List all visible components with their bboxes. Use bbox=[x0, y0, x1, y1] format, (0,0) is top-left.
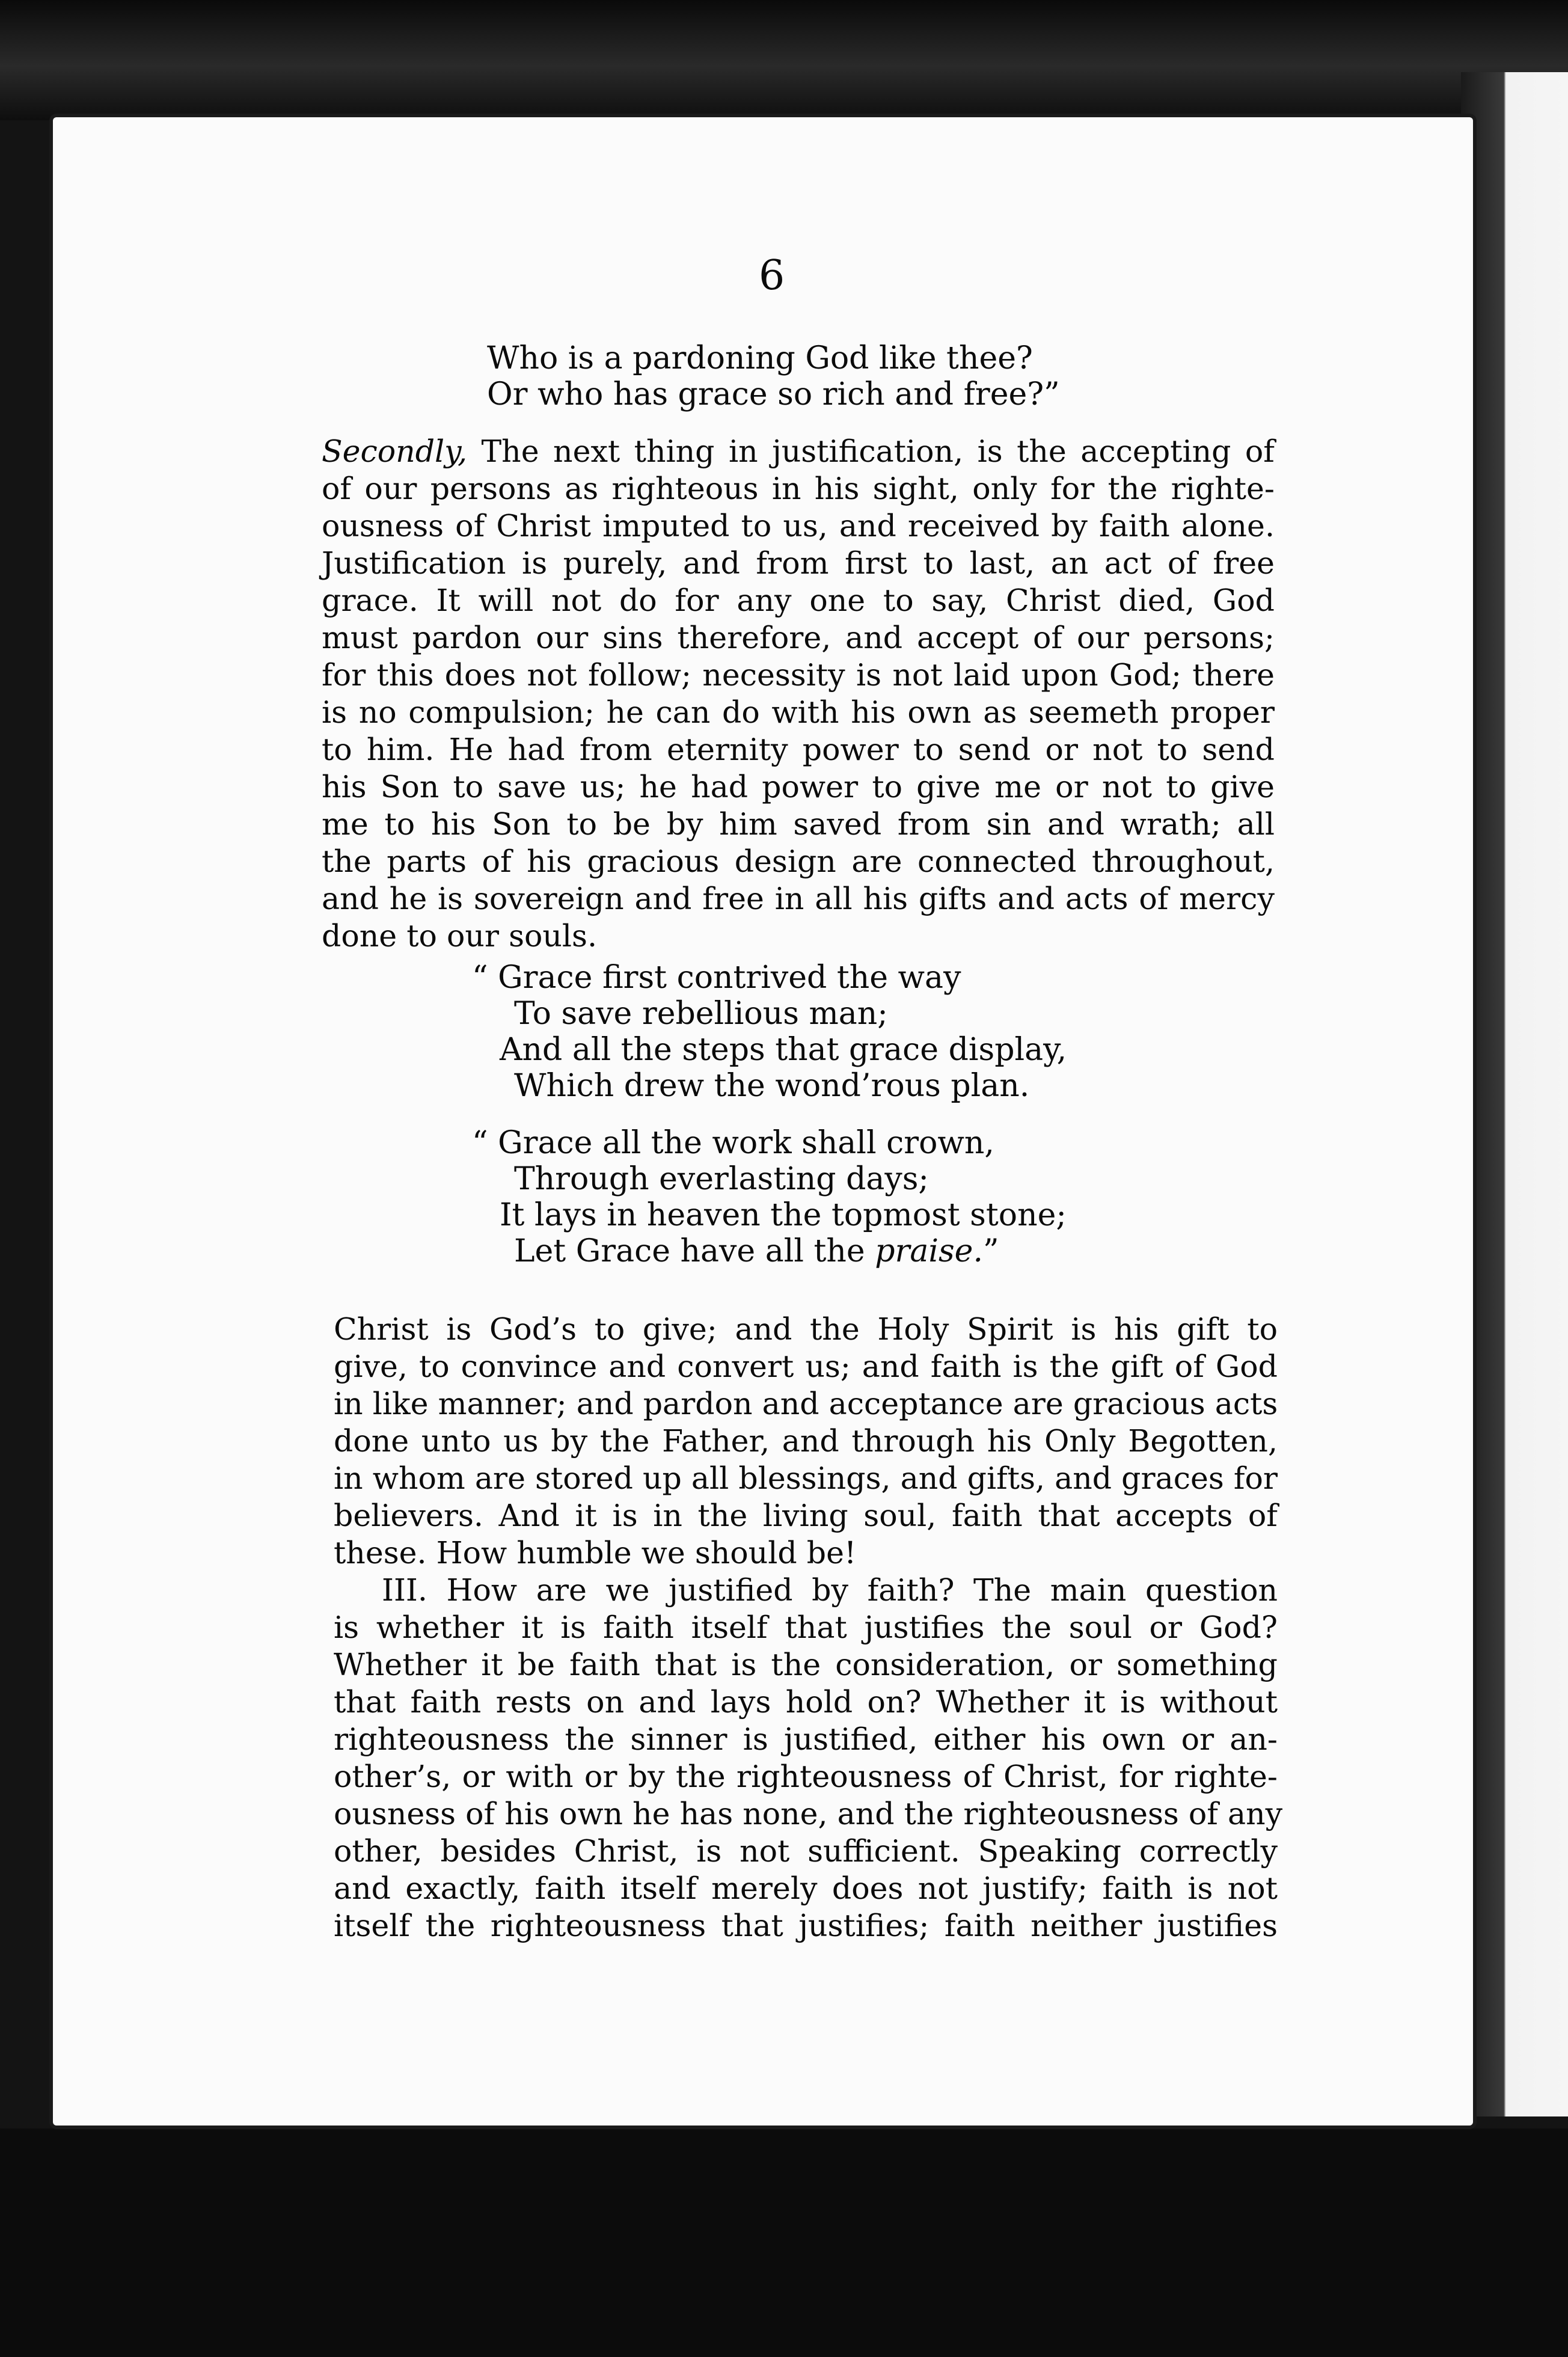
paragraph-line: believers. And it is in the living soul, faith that accepts of bbox=[334, 1498, 1278, 1533]
paragraph-line: III. How are we justified by faith? The main question bbox=[382, 1572, 1278, 1608]
scan-facing-page-edge bbox=[1461, 72, 1568, 2116]
hymn-line: It lays in heaven the topmost stone; bbox=[500, 1197, 1067, 1233]
hymn-line: “ Grace first contrived the way bbox=[472, 960, 961, 996]
paragraph-line: to him. He had from eternity power to send or not to send bbox=[322, 732, 1275, 767]
page-number: 6 bbox=[759, 252, 785, 299]
hymn-line: “ Grace all the work shall crown, bbox=[472, 1125, 994, 1161]
paragraph-line: is no compulsion; he can do with his own as seemeth proper bbox=[322, 694, 1275, 730]
paragraph-line: and he is sovereign and free in all his gifts and acts of mercy bbox=[322, 881, 1275, 916]
opening-verse bbox=[487, 340, 1060, 415]
hymn-line: Which drew the wond’rous plan. bbox=[514, 1068, 1030, 1104]
scan-bottom-border bbox=[0, 2129, 1568, 2357]
paragraph-line: done to our souls. bbox=[322, 918, 598, 954]
italic-word: praise. bbox=[875, 1233, 983, 1269]
paragraph-line: for this does not follow; necessity is not laid upon God; there bbox=[322, 657, 1275, 693]
paragraph-line: in like manner; and pardon and acceptance are gracious acts bbox=[334, 1386, 1278, 1421]
paragraph-line: and exactly, faith itself merely does not justify; faith is not bbox=[334, 1871, 1278, 1906]
verse-line: Who is a pardoning God like thee? bbox=[487, 340, 1033, 376]
paragraph-christ-gift bbox=[334, 1311, 1278, 1572]
paragraph-lead-word: Secondly, bbox=[322, 434, 468, 469]
hymn-line: Through everlasting days; bbox=[514, 1161, 929, 1197]
paragraph-line: ousness of his own he has none, and the righteousness of any bbox=[334, 1796, 1283, 1831]
hymn-stanza-1 bbox=[472, 962, 1067, 1106]
paragraph-line: grace. It will not do for any one to say, Christ died, God bbox=[322, 583, 1275, 618]
paragraph-line: these. How humble we should be! bbox=[334, 1535, 857, 1571]
paragraph-line: that faith rests on and lays hold on? Whether it is without bbox=[334, 1684, 1278, 1720]
paragraph-section-three bbox=[334, 1572, 1283, 1945]
paragraph-line: must pardon our sins therefore, and accept of our persons; bbox=[322, 620, 1275, 655]
paragraph-line: me to his Son to be by him saved from sin and wrath; all bbox=[322, 806, 1275, 842]
hymn-line: To save rebellious man; bbox=[514, 996, 888, 1032]
paragraph-line: Christ is God’s to give; and the Holy Spirit is his gift to bbox=[334, 1311, 1278, 1347]
paragraph-line: of our persons as righteous in his sight, only for the righte- bbox=[322, 471, 1275, 506]
hymn-stanza-2 bbox=[472, 1127, 1067, 1272]
hymn-line: Let Grace have all the praise.” bbox=[514, 1233, 999, 1269]
paragraph-line: in whom are stored up all blessings, and gifts, and graces for bbox=[334, 1460, 1278, 1496]
paragraph-line: The next thing in justification, is the accepting of bbox=[467, 434, 1275, 469]
paragraph-line: Justification is purely, and from first to last, an act of free bbox=[322, 545, 1275, 581]
paragraph-line: righteousness the sinner is justified, either his own or an- bbox=[334, 1721, 1278, 1757]
paragraph-line: his Son to save us; he had power to give me or not to give bbox=[322, 769, 1275, 805]
paragraph-line: Whether it be faith that is the consideration, or something bbox=[334, 1647, 1278, 1682]
paragraph-line: the parts of his gracious design are connected throughout, bbox=[322, 844, 1275, 879]
paragraph-line: ousness of Christ imputed to us, and received by faith alone. bbox=[322, 508, 1275, 544]
verse-line: Or who has grace so rich and free?” bbox=[487, 376, 1060, 412]
hymn-line: And all the steps that grace display, bbox=[500, 1032, 1067, 1068]
paragraph-line: is whether it is faith itself that justifies the soul or God? bbox=[334, 1610, 1278, 1645]
paragraph-secondly bbox=[322, 433, 1275, 955]
scan-top-border bbox=[0, 0, 1568, 120]
paragraph-line: other, besides Christ, is not sufficient. Speaking correctly bbox=[334, 1833, 1278, 1869]
paragraph-line: give, to convince and convert us; and faith is the gift of God bbox=[334, 1349, 1278, 1384]
paragraph-line: other’s, or with or by the righteousness of Christ, for righte- bbox=[334, 1759, 1278, 1794]
paragraph-line: done unto us by the Father, and through his Only Begotten, bbox=[334, 1423, 1278, 1459]
paragraph-line: itself the righteousness that justifies; faith neither justifies bbox=[334, 1908, 1278, 1943]
